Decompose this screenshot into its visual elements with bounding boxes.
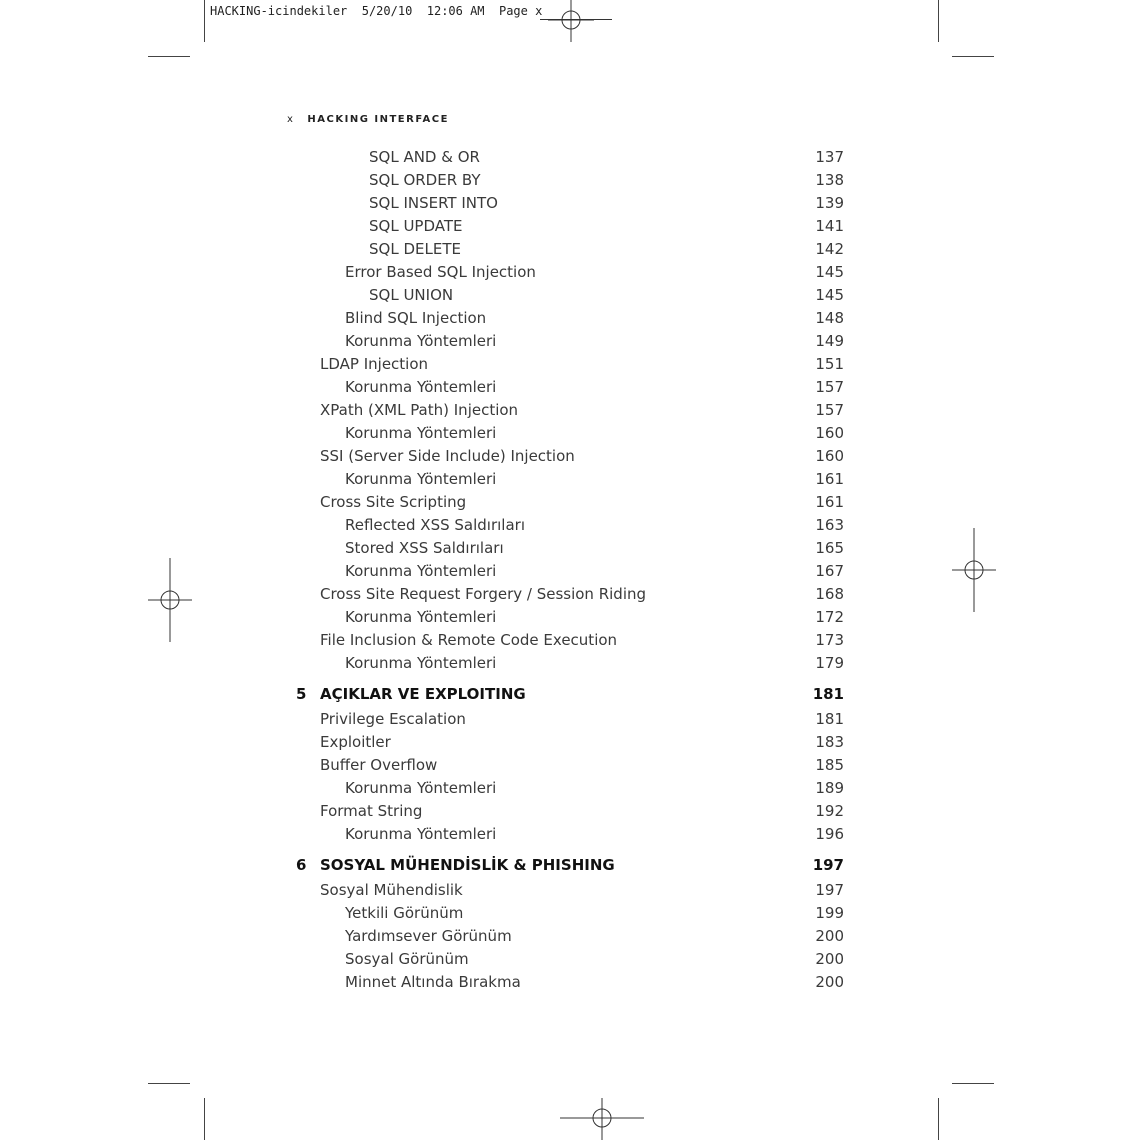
toc-page-number: 138 — [815, 171, 844, 189]
toc-entry-label: SSI (Server Side Include) Injection — [320, 447, 575, 465]
toc-entry-label: Korunma Yöntemleri — [345, 825, 497, 843]
toc-page-number: 172 — [815, 608, 844, 626]
toc-page-number: 181 — [812, 685, 844, 703]
crop-mark — [952, 56, 994, 57]
toc-page-number: 200 — [815, 950, 844, 968]
toc-entry-label: SQL INSERT INTO — [369, 194, 498, 212]
chapter-title: SOSYAL MÜHENDİSLİK & PHISHING — [320, 856, 615, 874]
toc-entry-label: Korunma Yöntemleri — [345, 332, 497, 350]
toc-page-number: 200 — [815, 927, 844, 945]
toc-entry-label: Yardımsever Görünüm — [345, 927, 512, 945]
toc-entry-label: Minnet Altında Bırakma — [345, 973, 521, 991]
crop-mark — [148, 56, 190, 57]
toc-page-number: 197 — [812, 856, 844, 874]
toc-page-number: 139 — [815, 194, 844, 212]
toc-page-number: 151 — [815, 355, 844, 373]
toc-entry-label: Privilege Escalation — [320, 710, 466, 728]
chapter-number: 6 — [296, 856, 307, 874]
toc-page-number: 165 — [815, 539, 844, 557]
toc-page-number: 181 — [815, 710, 844, 728]
toc-entry-label: Yetkili Görünüm — [345, 904, 464, 922]
print-slug: HACKING-icindekiler 5/20/10 12:06 AM Page x — [210, 4, 543, 18]
toc-entry-label: XPath (XML Path) Injection — [320, 401, 519, 419]
crop-mark — [204, 0, 205, 42]
toc-page-number: 160 — [815, 424, 844, 442]
toc-page-number: 149 — [815, 332, 844, 350]
toc-page-number: 173 — [815, 631, 844, 649]
toc-page-number: 167 — [815, 562, 844, 580]
toc-entry-label: Cross Site Request Forgery / Session Riding — [320, 585, 647, 603]
toc-entry-label: Sosyal Görünüm — [345, 950, 469, 968]
toc-entry-label: Korunma Yöntemleri — [345, 779, 497, 797]
toc-entry-label: SQL DELETE — [369, 240, 461, 258]
toc-page-number: 196 — [815, 825, 844, 843]
toc-page-number: 142 — [815, 240, 844, 258]
toc-entry-label: SQL ORDER BY — [369, 171, 481, 189]
toc-page-number: 183 — [815, 733, 844, 751]
page-folio: x — [287, 114, 295, 125]
registration-mark-icon — [952, 528, 996, 612]
registration-mark-icon — [548, 0, 594, 42]
toc-page-number: 197 — [815, 881, 844, 899]
registration-mark-icon — [560, 1098, 644, 1140]
toc-entry-label: Korunma Yöntemleri — [345, 378, 497, 396]
toc-entry-label: Format String — [320, 802, 423, 820]
toc-entry-label: Exploitler — [320, 733, 391, 751]
toc-page-number: 157 — [815, 378, 844, 396]
toc-page-number: 145 — [815, 263, 844, 281]
book-title: HACKING INTERFACE — [307, 114, 449, 125]
crop-mark — [148, 1083, 190, 1084]
crop-mark — [938, 0, 939, 42]
chapter-title: AÇIKLAR VE EXPLOITING — [320, 685, 526, 703]
toc-entry-label: File Inclusion & Remote Code Execution — [320, 631, 618, 649]
toc-entry-label: Korunma Yöntemleri — [345, 608, 497, 626]
toc-page-number: 179 — [815, 654, 844, 672]
crop-mark — [938, 1098, 939, 1140]
toc-page-number: 163 — [815, 516, 844, 534]
toc-page-number: 189 — [815, 779, 844, 797]
toc-page-number: 199 — [815, 904, 844, 922]
toc-entry-label: Blind SQL Injection — [345, 309, 487, 327]
toc-entry-label: Cross Site Scripting — [320, 493, 467, 511]
toc-entry-label: Korunma Yöntemleri — [345, 562, 497, 580]
toc-page-number: 200 — [815, 973, 844, 991]
toc-entry-label: SQL UNION — [369, 286, 454, 304]
toc-entry-label: SQL UPDATE — [369, 217, 463, 235]
toc-entry-label: Sosyal Mühendislik — [320, 881, 463, 899]
toc-entry-label: LDAP Injection — [320, 355, 429, 373]
toc-page-number: 145 — [815, 286, 844, 304]
toc-page-number: 185 — [815, 756, 844, 774]
toc-page-number: 168 — [815, 585, 844, 603]
toc-entry-label: Korunma Yöntemleri — [345, 424, 497, 442]
toc-page-number: 192 — [815, 802, 844, 820]
crop-mark — [952, 1083, 994, 1084]
toc-page-number: 161 — [815, 493, 844, 511]
registration-mark-icon — [148, 558, 192, 642]
toc-entry-label: Stored XSS Saldırıları — [345, 539, 504, 557]
toc-page-number: 148 — [815, 309, 844, 327]
crop-mark — [204, 1098, 205, 1140]
toc-entry-label: Error Based SQL Injection — [345, 263, 536, 281]
toc-entry-label: Korunma Yöntemleri — [345, 654, 497, 672]
running-head — [287, 114, 449, 125]
toc-page-number: 157 — [815, 401, 844, 419]
toc-page-number: 160 — [815, 447, 844, 465]
toc-entry-label: Korunma Yöntemleri — [345, 470, 497, 488]
chapter-number: 5 — [296, 685, 307, 703]
toc-entry-label: SQL AND & OR — [369, 148, 480, 166]
toc-entry-label: Reflected XSS Saldırıları — [345, 516, 525, 534]
toc-page-number: 141 — [815, 217, 844, 235]
toc-entry-label: Buffer Overflow — [320, 756, 438, 774]
toc-page-number: 161 — [815, 470, 844, 488]
toc-page-number: 137 — [815, 148, 844, 166]
